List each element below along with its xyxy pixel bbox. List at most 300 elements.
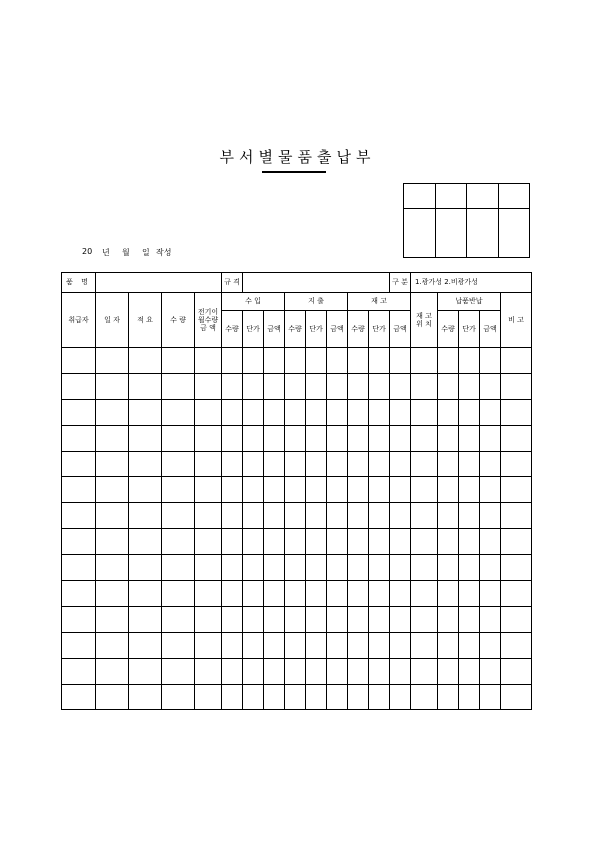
table-cell[interactable] — [62, 555, 96, 581]
table-cell[interactable] — [129, 399, 162, 425]
approval-sign-cell[interactable] — [435, 209, 467, 258]
table-cell[interactable] — [243, 632, 264, 658]
table-cell[interactable] — [438, 477, 459, 503]
table-cell[interactable] — [327, 658, 348, 684]
table-cell[interactable] — [369, 399, 390, 425]
table-cell[interactable] — [327, 503, 348, 529]
table-cell[interactable] — [62, 658, 96, 684]
table-cell[interactable] — [243, 684, 264, 710]
table-cell[interactable] — [327, 451, 348, 477]
table-cell[interactable] — [390, 658, 411, 684]
table-cell[interactable] — [162, 503, 195, 529]
table-cell[interactable] — [195, 373, 222, 399]
table-cell[interactable] — [306, 348, 327, 374]
table-cell[interactable] — [411, 632, 438, 658]
table-cell[interactable] — [459, 632, 480, 658]
table-cell[interactable] — [243, 425, 264, 451]
table-cell[interactable] — [129, 373, 162, 399]
table-cell[interactable] — [264, 399, 285, 425]
table-cell[interactable] — [162, 451, 195, 477]
table-cell[interactable] — [480, 373, 501, 399]
table-cell[interactable] — [243, 373, 264, 399]
table-cell[interactable] — [129, 606, 162, 632]
table-cell[interactable] — [96, 373, 129, 399]
table-cell[interactable] — [62, 503, 96, 529]
approval-header-cell — [467, 184, 499, 209]
table-cell[interactable] — [285, 373, 306, 399]
table-cell[interactable] — [129, 658, 162, 684]
table-cell[interactable] — [195, 451, 222, 477]
table-cell[interactable] — [348, 451, 369, 477]
table-cell[interactable] — [306, 632, 327, 658]
table-cell[interactable] — [327, 581, 348, 607]
table-cell[interactable] — [195, 658, 222, 684]
table-cell[interactable] — [96, 581, 129, 607]
table-cell[interactable] — [195, 581, 222, 607]
approval-header-cell — [404, 184, 436, 209]
table-row — [62, 425, 532, 451]
table-cell[interactable] — [348, 684, 369, 710]
table-cell[interactable] — [459, 658, 480, 684]
table-cell[interactable] — [459, 425, 480, 451]
storage-line-1: 재 고 — [416, 311, 432, 320]
table-cell[interactable] — [411, 503, 438, 529]
table-cell[interactable] — [195, 477, 222, 503]
table-cell[interactable] — [129, 555, 162, 581]
table-cell[interactable] — [264, 348, 285, 374]
table-cell[interactable] — [438, 581, 459, 607]
table-cell[interactable] — [438, 658, 459, 684]
table-cell[interactable] — [243, 529, 264, 555]
table-cell[interactable] — [369, 555, 390, 581]
table-cell[interactable] — [306, 503, 327, 529]
date-day: 일 — [142, 248, 150, 257]
table-cell[interactable] — [264, 503, 285, 529]
table-cell[interactable] — [348, 658, 369, 684]
expenditure-amount: 금액 — [327, 311, 348, 348]
table-cell[interactable] — [501, 477, 532, 503]
table-cell[interactable] — [306, 658, 327, 684]
col-handler: 취급자 — [62, 293, 96, 348]
table-cell[interactable] — [96, 451, 129, 477]
table-cell[interactable] — [438, 529, 459, 555]
table-cell[interactable] — [195, 632, 222, 658]
table-cell[interactable] — [459, 684, 480, 710]
table-cell[interactable] — [411, 451, 438, 477]
category-label: 구 분 — [390, 273, 411, 293]
table-cell[interactable] — [438, 555, 459, 581]
table-cell[interactable] — [411, 373, 438, 399]
table-cell[interactable] — [348, 399, 369, 425]
page-title: 부서별물품출납부 — [219, 148, 376, 166]
table-cell[interactable] — [369, 373, 390, 399]
table-cell[interactable] — [62, 425, 96, 451]
table-cell[interactable] — [438, 373, 459, 399]
table-row — [62, 373, 532, 399]
table-cell[interactable] — [390, 348, 411, 374]
table-cell[interactable] — [480, 555, 501, 581]
table-cell[interactable] — [327, 529, 348, 555]
carryover-line-2: 월수량 — [197, 315, 219, 324]
table-cell[interactable] — [222, 606, 243, 632]
date-line — [82, 247, 171, 258]
table-cell[interactable] — [222, 684, 243, 710]
table-cell[interactable] — [306, 529, 327, 555]
table-cell[interactable] — [195, 684, 222, 710]
table-cell[interactable] — [264, 581, 285, 607]
table-cell[interactable] — [306, 555, 327, 581]
table-cell[interactable] — [327, 606, 348, 632]
spec-field[interactable] — [243, 273, 390, 293]
table-cell[interactable] — [390, 477, 411, 503]
table-cell[interactable] — [390, 451, 411, 477]
table-cell[interactable] — [369, 503, 390, 529]
table-cell[interactable] — [327, 373, 348, 399]
table-cell[interactable] — [459, 451, 480, 477]
header-row-1 — [62, 293, 532, 311]
table-cell[interactable] — [243, 477, 264, 503]
table-cell[interactable] — [285, 399, 306, 425]
table-cell[interactable] — [369, 477, 390, 503]
table-cell[interactable] — [264, 477, 285, 503]
table-cell[interactable] — [390, 632, 411, 658]
table-cell[interactable] — [264, 425, 285, 451]
table-cell[interactable] — [411, 348, 438, 374]
table-cell[interactable] — [390, 529, 411, 555]
table-cell[interactable] — [327, 348, 348, 374]
table-cell[interactable] — [62, 684, 96, 710]
table-cell[interactable] — [390, 399, 411, 425]
category-options: 1.광가성 2.비광가성 — [411, 273, 532, 293]
table-cell[interactable] — [285, 503, 306, 529]
table-cell[interactable] — [501, 581, 532, 607]
table-cell[interactable] — [501, 373, 532, 399]
table-cell[interactable] — [96, 503, 129, 529]
table-row — [62, 581, 532, 607]
table-cell[interactable] — [243, 503, 264, 529]
table-cell[interactable] — [162, 425, 195, 451]
table-cell[interactable] — [480, 348, 501, 374]
table-cell[interactable] — [390, 503, 411, 529]
col-summary: 적 요 — [129, 293, 162, 348]
table-cell[interactable] — [162, 684, 195, 710]
table-cell[interactable] — [348, 606, 369, 632]
table-cell[interactable] — [285, 632, 306, 658]
table-cell[interactable] — [162, 477, 195, 503]
table-cell[interactable] — [222, 658, 243, 684]
table-cell[interactable] — [62, 477, 96, 503]
table-cell[interactable] — [162, 658, 195, 684]
receipt-qty: 수량 — [222, 311, 243, 348]
table-cell[interactable] — [369, 451, 390, 477]
table-cell[interactable] — [162, 606, 195, 632]
table-cell[interactable] — [480, 503, 501, 529]
table-cell[interactable] — [411, 684, 438, 710]
table-cell[interactable] — [62, 373, 96, 399]
table-cell[interactable] — [129, 632, 162, 658]
table-cell[interactable] — [264, 606, 285, 632]
table-cell[interactable] — [243, 581, 264, 607]
table-cell[interactable] — [222, 399, 243, 425]
table-cell[interactable] — [369, 684, 390, 710]
table-cell[interactable] — [459, 606, 480, 632]
table-cell[interactable] — [195, 606, 222, 632]
table-cell[interactable] — [96, 477, 129, 503]
table-cell[interactable] — [62, 348, 96, 374]
table-cell[interactable] — [390, 606, 411, 632]
table-cell[interactable] — [348, 581, 369, 607]
table-cell[interactable] — [480, 425, 501, 451]
table-cell[interactable] — [306, 425, 327, 451]
table-cell[interactable] — [162, 555, 195, 581]
table-cell[interactable] — [438, 606, 459, 632]
table-cell[interactable] — [162, 529, 195, 555]
table-cell[interactable] — [96, 425, 129, 451]
table-cell[interactable] — [369, 529, 390, 555]
table-cell[interactable] — [390, 555, 411, 581]
table-cell[interactable] — [96, 658, 129, 684]
table-cell[interactable] — [129, 477, 162, 503]
table-cell[interactable] — [162, 632, 195, 658]
table-cell[interactable] — [285, 348, 306, 374]
table-cell[interactable] — [348, 529, 369, 555]
table-cell[interactable] — [501, 555, 532, 581]
table-cell[interactable] — [459, 503, 480, 529]
table-cell[interactable] — [222, 529, 243, 555]
table-cell[interactable] — [96, 529, 129, 555]
table-cell[interactable] — [222, 451, 243, 477]
table-cell[interactable] — [390, 425, 411, 451]
table-cell[interactable] — [327, 684, 348, 710]
table-cell[interactable] — [480, 684, 501, 710]
table-cell[interactable] — [411, 658, 438, 684]
table-cell[interactable] — [162, 399, 195, 425]
table-cell[interactable] — [62, 581, 96, 607]
table-cell[interactable] — [348, 348, 369, 374]
table-cell[interactable] — [285, 581, 306, 607]
item-name-field[interactable] — [96, 273, 222, 293]
table-cell[interactable] — [369, 581, 390, 607]
table-cell[interactable] — [243, 451, 264, 477]
table-cell[interactable] — [129, 451, 162, 477]
table-cell[interactable] — [501, 658, 532, 684]
table-cell[interactable] — [327, 477, 348, 503]
table-cell[interactable] — [306, 684, 327, 710]
table-cell[interactable] — [306, 399, 327, 425]
carryover-line-1: 전기이 — [197, 307, 219, 316]
table-cell[interactable] — [162, 348, 195, 374]
table-cell[interactable] — [348, 425, 369, 451]
date-suffix: 작성 — [156, 248, 172, 257]
table-cell[interactable] — [264, 632, 285, 658]
table-cell[interactable] — [411, 399, 438, 425]
table-cell[interactable] — [264, 684, 285, 710]
table-cell[interactable] — [306, 581, 327, 607]
table-cell[interactable] — [129, 581, 162, 607]
table-row — [62, 529, 532, 555]
inventory-price: 단가 — [369, 311, 390, 348]
approval-sign-cell[interactable] — [467, 209, 499, 258]
table-cell[interactable] — [438, 632, 459, 658]
table-cell[interactable] — [459, 399, 480, 425]
approval-sign-cell[interactable] — [498, 209, 530, 258]
table-cell[interactable] — [285, 684, 306, 710]
table-cell[interactable] — [480, 658, 501, 684]
table-cell[interactable] — [306, 451, 327, 477]
table-cell[interactable] — [348, 503, 369, 529]
date-year: 년 — [102, 248, 110, 257]
table-cell[interactable] — [222, 555, 243, 581]
table-cell[interactable] — [243, 658, 264, 684]
table-cell[interactable] — [327, 425, 348, 451]
table-cell[interactable] — [62, 606, 96, 632]
table-cell[interactable] — [222, 581, 243, 607]
table-cell[interactable] — [438, 684, 459, 710]
table-cell[interactable] — [222, 425, 243, 451]
table-cell[interactable] — [306, 477, 327, 503]
table-cell[interactable] — [285, 658, 306, 684]
table-cell[interactable] — [369, 348, 390, 374]
table-cell[interactable] — [480, 399, 501, 425]
table-cell[interactable] — [501, 632, 532, 658]
approval-sign-cell[interactable] — [404, 209, 436, 258]
table-cell[interactable] — [264, 555, 285, 581]
table-cell[interactable] — [438, 503, 459, 529]
table-cell[interactable] — [222, 348, 243, 374]
table-cell[interactable] — [264, 373, 285, 399]
table-cell[interactable] — [96, 684, 129, 710]
table-cell[interactable] — [129, 425, 162, 451]
date-month: 월 — [122, 248, 130, 257]
table-cell[interactable] — [222, 503, 243, 529]
table-cell[interactable] — [62, 451, 96, 477]
table-cell[interactable] — [411, 425, 438, 451]
table-cell[interactable] — [129, 503, 162, 529]
table-cell[interactable] — [129, 684, 162, 710]
table-cell[interactable] — [459, 477, 480, 503]
table-cell[interactable] — [459, 555, 480, 581]
table-cell[interactable] — [459, 373, 480, 399]
table-cell[interactable] — [348, 555, 369, 581]
table-cell[interactable] — [222, 477, 243, 503]
table-cell[interactable] — [501, 348, 532, 374]
table-cell[interactable] — [390, 581, 411, 607]
table-cell[interactable] — [96, 555, 129, 581]
table-cell[interactable] — [264, 451, 285, 477]
table-cell[interactable] — [62, 399, 96, 425]
table-cell[interactable] — [411, 477, 438, 503]
table-cell[interactable] — [438, 451, 459, 477]
receipt-amount: 금액 — [264, 311, 285, 348]
table-cell[interactable] — [501, 606, 532, 632]
table-cell[interactable] — [390, 684, 411, 710]
title-underline — [262, 171, 326, 173]
table-cell[interactable] — [62, 529, 96, 555]
table-cell[interactable] — [411, 581, 438, 607]
table-cell[interactable] — [411, 606, 438, 632]
table-cell[interactable] — [348, 477, 369, 503]
table-cell[interactable] — [285, 529, 306, 555]
table-cell[interactable] — [480, 606, 501, 632]
table-cell[interactable] — [390, 373, 411, 399]
table-cell[interactable] — [96, 348, 129, 374]
table-cell[interactable] — [459, 581, 480, 607]
table-cell[interactable] — [480, 581, 501, 607]
table-cell[interactable] — [195, 425, 222, 451]
table-cell[interactable] — [501, 684, 532, 710]
table-cell[interactable] — [285, 477, 306, 503]
table-cell[interactable] — [369, 632, 390, 658]
table-cell[interactable] — [243, 399, 264, 425]
table-cell[interactable] — [243, 555, 264, 581]
table-cell[interactable] — [501, 529, 532, 555]
table-cell[interactable] — [285, 451, 306, 477]
table-cell[interactable] — [327, 632, 348, 658]
table-cell[interactable] — [96, 606, 129, 632]
table-cell[interactable] — [285, 555, 306, 581]
table-row — [62, 684, 532, 710]
table-cell[interactable] — [195, 348, 222, 374]
table-cell[interactable] — [285, 425, 306, 451]
table-cell[interactable] — [129, 529, 162, 555]
table-cell[interactable] — [264, 529, 285, 555]
table-cell[interactable] — [222, 373, 243, 399]
table-cell[interactable] — [327, 399, 348, 425]
table-cell[interactable] — [195, 529, 222, 555]
table-cell[interactable] — [222, 632, 243, 658]
table-cell[interactable] — [327, 555, 348, 581]
table-cell[interactable] — [285, 606, 306, 632]
table-cell[interactable] — [438, 425, 459, 451]
table-cell[interactable] — [480, 529, 501, 555]
table-cell[interactable] — [243, 348, 264, 374]
table-cell[interactable] — [480, 477, 501, 503]
table-cell[interactable] — [195, 555, 222, 581]
table-cell[interactable] — [501, 425, 532, 451]
table-cell[interactable] — [96, 632, 129, 658]
table-cell[interactable] — [459, 348, 480, 374]
table-cell[interactable] — [369, 606, 390, 632]
table-cell[interactable] — [243, 606, 264, 632]
table-cell[interactable] — [264, 658, 285, 684]
table-cell[interactable] — [411, 529, 438, 555]
table-cell[interactable] — [96, 399, 129, 425]
table-cell[interactable] — [62, 632, 96, 658]
ledger-table — [61, 272, 532, 710]
table-cell[interactable] — [162, 581, 195, 607]
table-cell[interactable] — [306, 373, 327, 399]
table-cell[interactable] — [162, 373, 195, 399]
table-cell[interactable] — [501, 399, 532, 425]
expenditure-qty: 수량 — [285, 311, 306, 348]
table-cell[interactable] — [501, 451, 532, 477]
table-cell[interactable] — [459, 529, 480, 555]
table-cell[interactable] — [306, 606, 327, 632]
table-cell[interactable] — [501, 503, 532, 529]
table-cell[interactable] — [411, 555, 438, 581]
table-cell[interactable] — [480, 632, 501, 658]
table-cell[interactable] — [369, 658, 390, 684]
table-cell[interactable] — [369, 425, 390, 451]
table-cell[interactable] — [348, 373, 369, 399]
table-cell[interactable] — [129, 348, 162, 374]
table-cell[interactable] — [438, 399, 459, 425]
table-cell[interactable] — [438, 348, 459, 374]
table-cell[interactable] — [480, 451, 501, 477]
table-cell[interactable] — [348, 632, 369, 658]
table-cell[interactable] — [195, 503, 222, 529]
table-cell[interactable] — [195, 399, 222, 425]
